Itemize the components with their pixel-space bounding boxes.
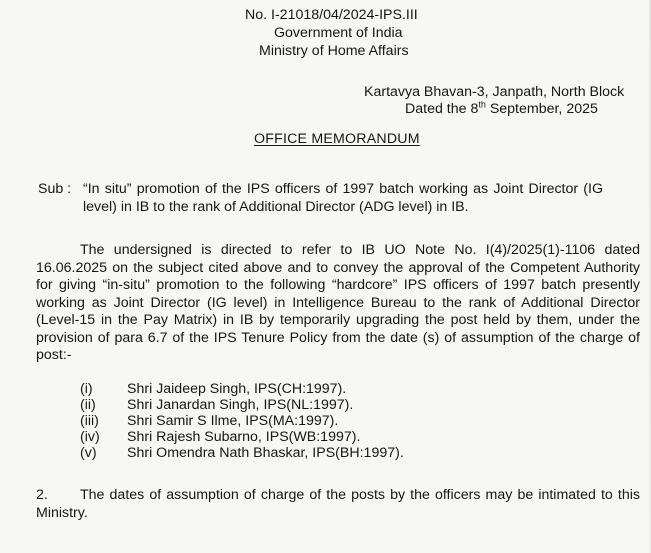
- memo-title: OFFICE MEMORANDUM: [254, 131, 420, 147]
- list-item-number: (iii): [80, 412, 99, 429]
- list-item-number: (i): [80, 381, 93, 397]
- officer-name: Shri Omendra Nath Bhaskar, IPS(BH:1997).: [127, 444, 404, 461]
- paragraph-1-text: The undersigned is directed to refer to IB UO Note No. I(4)/2025(1)-1106 dated 16.06.2025 on the subject cited above and to convey the approval of the Competent Authority for giving “in-situ” promotion to the following “hardcore” IPS officers of 1997 batch presently working as Joint Director (IG level) in Intelligence Bureau to the rank of Additional Director (Level-15 in the Pay Matrix) in IB by temporarily upgrading the post held by them, under the provision of para 6.7 of the IPS Tenure Policy from the date (s) of assumption of the charge of post:-: [36, 242, 640, 363]
- paragraph-number: 2.: [36, 487, 48, 503]
- officer-name: Shri Janardan Singh, IPS(NL:1997).: [127, 396, 354, 413]
- paragraph-1: [36, 242, 640, 365]
- paragraph-2-text: The dates of assumption of charge of the posts by the officers may be intimated to this Ministry.: [36, 487, 640, 521]
- officer-name: Shri Jaideep Singh, IPS(CH:1997).: [127, 381, 347, 397]
- government-name: Government of India: [274, 25, 403, 41]
- subject-label: Sub :: [38, 181, 72, 197]
- date-suffix: September, 2025: [485, 101, 598, 117]
- subject-text: “In situ” promotion of the IPS officers of 1997 batch working as Joint Director (IG level) in IB to the rank of Additional Director (ADG level) in IB.: [83, 181, 603, 215]
- officer-name: Shri Rajesh Subarno, IPS(WB:1997).: [127, 428, 361, 445]
- list-item-number: (iv): [80, 428, 100, 445]
- document-date: [405, 101, 598, 119]
- list-item-number: (ii): [80, 396, 96, 413]
- officer-name: Shri Samir S Ilme, IPS(MA:1997).: [127, 412, 339, 429]
- office-address: Kartavya Bhavan-3, Janpath, North Block: [364, 84, 625, 100]
- list-item-number: (v): [80, 444, 97, 461]
- date-ordinal: th: [478, 99, 486, 110]
- reference-number: No. I-21018/04/2024-IPS.III: [245, 7, 418, 23]
- paragraph-2: [36, 487, 640, 522]
- ministry-name: Ministry of Home Affairs: [259, 43, 409, 59]
- date-prefix: Dated the 8: [405, 101, 479, 117]
